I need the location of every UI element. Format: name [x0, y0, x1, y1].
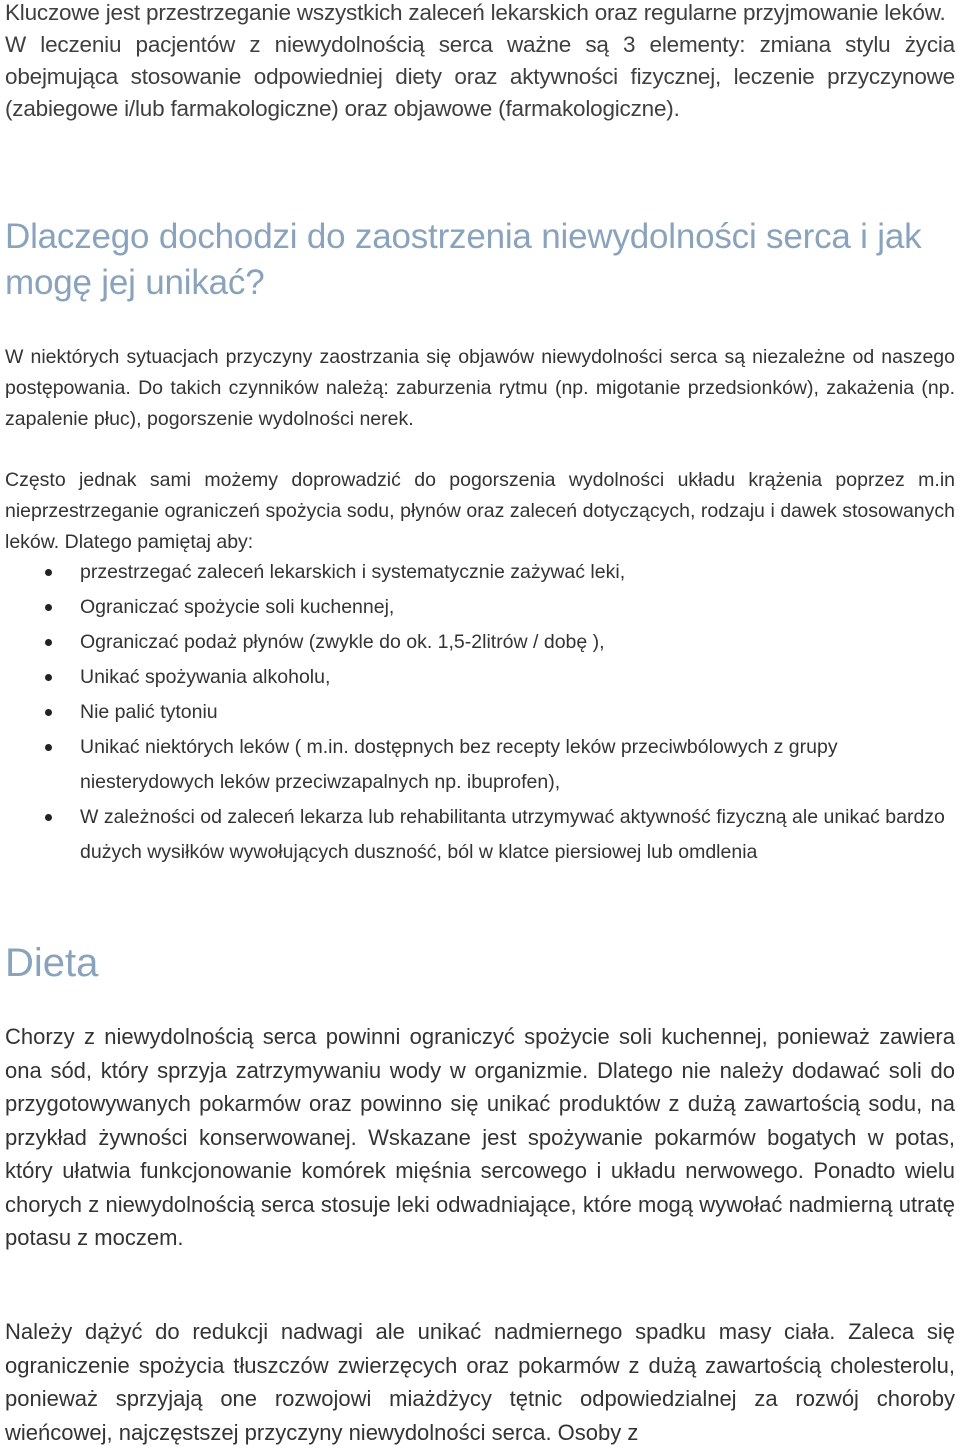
bullet-icon	[45, 709, 52, 716]
bullet-icon	[45, 639, 52, 646]
list-item-text: Ograniczać podaż płynów (zwykle do ok. 1,5-2litrów / dobę ),	[80, 631, 605, 653]
list-item	[5, 625, 955, 660]
bullet-icon	[45, 604, 52, 611]
diet-paragraph-2: Należy dążyć do redukcji nadwagi ale unikać nadmiernego spadku masy ciała. Zaleca się ograniczenie spożycia tłuszczów zwierzęcych oraz pokarmów z dużą zawartością cholesterolu, ponieważ sprzyjają one rozwojowi miażdżycy tętnic odpowiedzialnej za rozwój choroby wieńcowej, najczęstszej przyczyny niewydolności serca. Osoby z	[5, 1319, 955, 1445]
intro-line-2: W leczeniu pacjentów z niewydolnością serca ważne są 3 elementy: zmiana stylu życia obejmująca stosowanie odpowiedniej diety oraz aktywności fizycznej, leczenie przyczynowe (zabiegowe i/lub farmakologiczne) oraz objawowe (farmakologiczne).	[5, 32, 955, 121]
intro-paragraph	[5, 0, 955, 125]
list-item	[5, 730, 955, 800]
exacerbation-paragraph-1: W niektórych sytuacjach przyczyny zaostrzania się objawów niewydolności serca są niezależne od naszego postępowania. Do takich czynników należą: zaburzenia rytmu (np. migotanie przedsionków), zakażenia (np. zapalenie płuc), pogorszenie wydolności nerek.	[5, 346, 955, 430]
list-item-text: W zależności od zaleceń lekarza lub rehabilitanta utrzymywać aktywność fizyczną ale unikać bardzo dużych wysiłków wywołujących duszność, ból w klatce piersiowej lub omdlenia	[80, 806, 945, 863]
list-item	[5, 590, 955, 625]
bullet-icon	[45, 674, 52, 681]
list-item-text: Ograniczać spożycie soli kuchennej,	[80, 596, 395, 618]
exacerbation-paragraph-2: Często jednak sami możemy doprowadzić do pogorszenia wydolności układu krążenia poprzez m.in nieprzestrzeganie ograniczeń spożycia sodu, płynów oraz zaleceń dotyczących, rodzaju i dawek stosowanych leków. Dlatego pamiętaj aby:	[5, 469, 955, 553]
section-heading-exacerbation: Dlaczego dochodzi do zaostrzenia niewydolności serca i jak mogę jej unikać?	[5, 217, 922, 302]
list-item-text: przestrzegać zaleceń lekarskich i systematycznie zażywać leki,	[80, 561, 626, 583]
bullet-icon	[45, 744, 52, 751]
list-item	[5, 695, 955, 730]
diet-paragraph-1: Chorzy z niewydolnością serca powinni ograniczyć spożycie soli kuchennej, ponieważ zawiera ona sód, który sprzyja zatrzymywaniu wody w organizmie. Dlatego nie należy dodawać soli do przygotowywanych pokarmów oraz powinno się unikać produktów z dużą zawartością sodu, na przykład żywności konserwowanej. Wskazane jest spożywanie pokarmów bogatych w potas, który ułatwia funkcjonowanie komórek mięśnia sercowego i układu nerwowego. Ponadto wielu chorych z niewydolnością serca stosuje leki odwadniające, które mogą wywołać nadmierną utratę potasu z moczem.	[5, 1024, 955, 1250]
list-item	[5, 555, 955, 590]
list-item-text: Unikać niektórych leków ( m.in. dostępnych bez recepty leków przeciwbólowych z grupy niesterydowych leków przeciwzapalnych np. ibuprofen),	[80, 736, 838, 793]
recommendations-list	[5, 555, 955, 870]
bullet-icon	[45, 569, 52, 576]
list-item	[5, 660, 955, 695]
list-item-text: Nie palić tytoniu	[80, 701, 218, 723]
list-item-text: Unikać spożywania alkoholu,	[80, 666, 331, 688]
list-item	[5, 800, 955, 870]
bullet-icon	[45, 814, 52, 821]
intro-line-1: Kluczowe jest przestrzeganie wszystkich zaleceń lekarskich oraz regularne przyjmowanie leków.	[5, 0, 946, 25]
section-heading-diet: Dieta	[5, 941, 99, 985]
